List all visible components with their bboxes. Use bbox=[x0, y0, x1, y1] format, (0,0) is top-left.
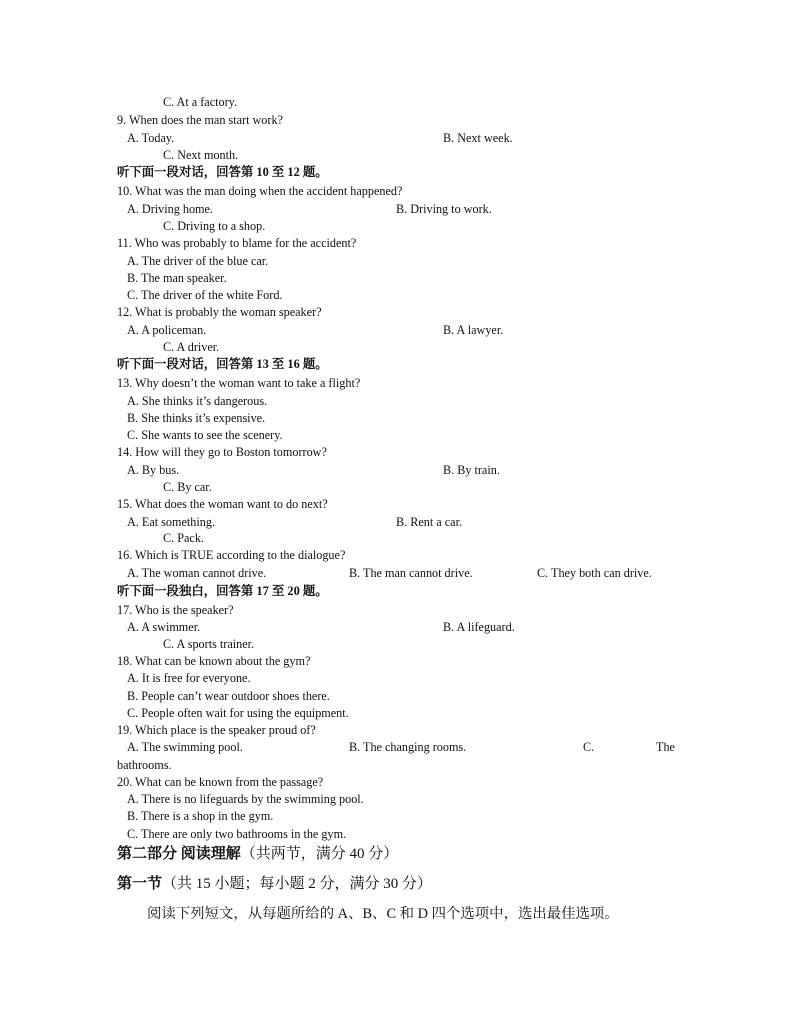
q19-option-c-word: The bbox=[656, 740, 675, 754]
q9-option-a: A. Today. bbox=[127, 131, 175, 145]
q12-option-a: A. A policeman. bbox=[127, 323, 207, 337]
q11-option-a: A. The driver of the blue car. bbox=[127, 254, 269, 268]
q12-stem: 12. What is probably the woman speaker? bbox=[117, 305, 322, 319]
reading-instruction: 阅读下列短文，从每题所给的 A、B、C 和 D 四个选项中，选出最佳选项。 bbox=[147, 906, 619, 922]
q13-option-c: C. She wants to see the scenery. bbox=[127, 428, 283, 442]
section-heading-17-20: 听下面一段独白，回答第 17 至 20 题。 bbox=[117, 584, 328, 598]
q13-stem: 13. Why doesn’t the woman want to take a flight? bbox=[117, 376, 361, 390]
q19-option-c-letter: C. bbox=[583, 740, 595, 754]
q14-stem: 14. How will they go to Boston tomorrow? bbox=[117, 445, 327, 459]
q9-option-c: C. Next month. bbox=[163, 148, 239, 162]
part2-title: 第二部分 阅读理解 bbox=[117, 846, 241, 862]
q11-option-b: B. The man speaker. bbox=[127, 271, 227, 285]
part2-heading bbox=[117, 844, 398, 864]
q12-option-c: C. A driver. bbox=[163, 340, 220, 354]
q10-stem: 10. What was the man doing when the accident happened? bbox=[117, 184, 403, 198]
q20-option-b: B. There is a shop in the gym. bbox=[127, 809, 274, 823]
q9-option-b: B. Next week. bbox=[443, 131, 513, 145]
q10-option-a: A. Driving home. bbox=[127, 202, 213, 216]
q8-option-c: C. At a factory. bbox=[163, 95, 238, 109]
q16-option-a: A. The woman cannot drive. bbox=[127, 566, 267, 580]
q14-option-b: B. By train. bbox=[443, 463, 500, 477]
q19-option-b: B. The changing rooms. bbox=[349, 740, 467, 754]
q19-option-a: A. The swimming pool. bbox=[127, 740, 243, 754]
q11-option-c: C. The driver of the white Ford. bbox=[127, 288, 283, 302]
q19-stem: 19. Which place is the speaker proud of? bbox=[117, 723, 316, 737]
q18-option-a: A. It is free for everyone. bbox=[127, 671, 251, 685]
q18-option-b: B. People can’t wear outdoor shoes there. bbox=[127, 689, 330, 703]
q15-option-a: A. Eat something. bbox=[127, 515, 216, 529]
q20-stem: 20. What can be known from the passage? bbox=[117, 775, 324, 789]
q12-option-b: B. A lawyer. bbox=[443, 323, 504, 337]
q20-option-a: A. There is no lifeguards by the swimming pool. bbox=[127, 792, 364, 806]
q13-option-a: A. She thinks it’s dangerous. bbox=[127, 394, 268, 408]
section-heading-13-16: 听下面一段对话，回答第 13 至 16 题。 bbox=[117, 357, 328, 371]
q15-option-b: B. Rent a car. bbox=[396, 515, 462, 529]
q10-option-b: B. Driving to work. bbox=[396, 202, 492, 216]
q17-option-b: B. A lifeguard. bbox=[443, 620, 515, 634]
q10-option-c: C. Driving to a shop. bbox=[163, 219, 266, 233]
q16-stem: 16. Which is TRUE according to the dialogue? bbox=[117, 548, 346, 562]
q15-stem: 15. What does the woman want to do next? bbox=[117, 497, 328, 511]
section1-note: （共 15 小题；每小题 2 分，满分 30 分） bbox=[162, 876, 433, 892]
part2-note: （共两节，满分 40 分） bbox=[240, 846, 399, 862]
q11-stem: 11. Who was probably to blame for the accident? bbox=[117, 236, 357, 250]
q15-option-c: C. Pack. bbox=[163, 531, 204, 545]
q14-option-c: C. By car. bbox=[163, 480, 212, 494]
q13-option-b: B. She thinks it’s expensive. bbox=[127, 411, 266, 425]
section1-heading bbox=[117, 874, 432, 894]
q9-stem: 9. When does the man start work? bbox=[117, 113, 283, 127]
q17-option-c: C. A sports trainer. bbox=[163, 637, 255, 651]
section-heading-10-12: 听下面一段对话，回答第 10 至 12 题。 bbox=[117, 165, 328, 179]
q18-stem: 18. What can be known about the gym? bbox=[117, 654, 311, 668]
section1-title: 第一节 bbox=[117, 876, 163, 892]
q14-option-a: A. By bus. bbox=[127, 463, 180, 477]
q19-option-c-continued: bathrooms. bbox=[117, 758, 172, 772]
q16-option-b: B. The man cannot drive. bbox=[349, 566, 473, 580]
q16-option-c: C. They both can drive. bbox=[537, 566, 652, 580]
q20-option-c: C. There are only two bathrooms in the gym. bbox=[127, 827, 347, 841]
q17-option-a: A. A swimmer. bbox=[127, 620, 201, 634]
q18-option-c: C. People often wait for using the equipment. bbox=[127, 706, 349, 720]
q17-stem: 17. Who is the speaker? bbox=[117, 603, 234, 617]
